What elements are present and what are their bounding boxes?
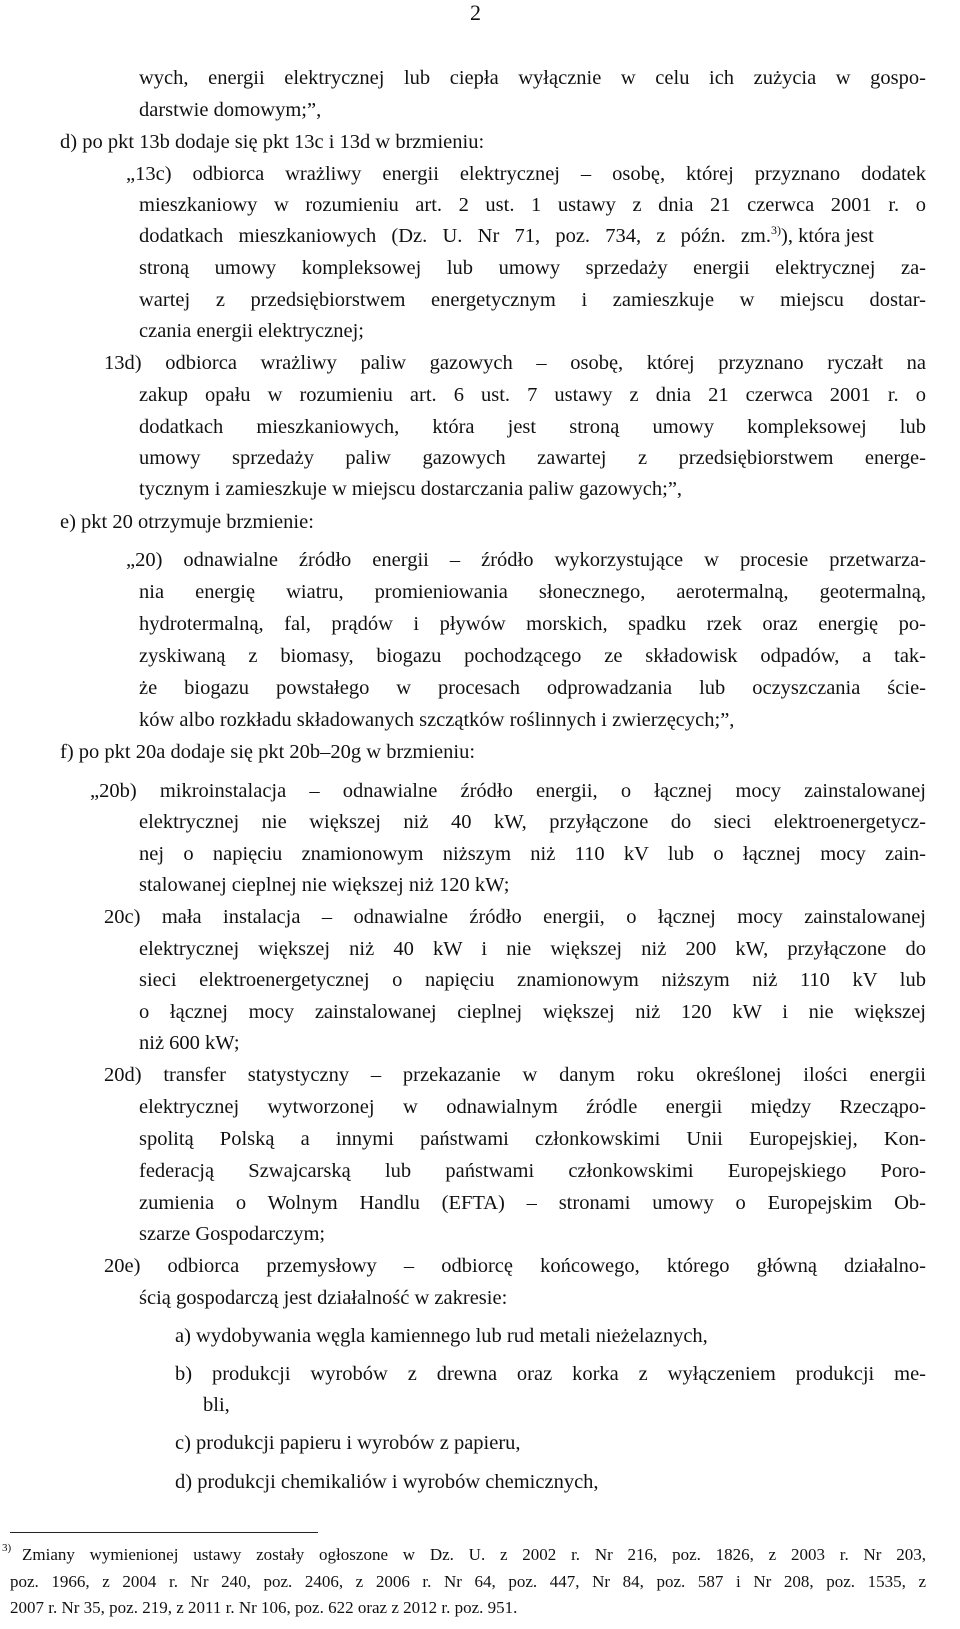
text-line: elektrycznej wytworzonej w odnawialnym źródle energii między Rzecząpo- xyxy=(139,1096,926,1118)
text-line: ścią gospodarczą jest działalność w zakresie: xyxy=(139,1287,508,1309)
text-line: wych, energii elektrycznej lub ciepła wyłącznie w celu ich zużycia w gospo- xyxy=(139,67,926,89)
text-line: szarze Gospodarczym; xyxy=(139,1223,326,1245)
text-line: czania energii elektrycznej; xyxy=(139,320,364,342)
footnote-reference: 3) xyxy=(771,223,781,238)
text-line: „13c) odbiorca wrażliwy energii elektrycznej – osobę, której przyznano dodatek xyxy=(126,163,926,185)
text-line: „20) odnawialne źródło energii – źródło wykorzystujące w procesie przetwarza- xyxy=(126,549,926,571)
footnote-separator xyxy=(10,1532,318,1533)
text-line: stalowanej cieplnej nie większej niż 120 kW; xyxy=(139,874,510,896)
footnote-line: poz. 1966, z 2004 r. Nr 240, poz. 2406, z 2006 r. Nr 64, poz. 447, Nr 84, poz. 587 i Nr 208, poz. 1535, z xyxy=(10,1572,926,1591)
text-line: d) po pkt 13b dodaje się pkt 13c i 13d w brzmieniu: xyxy=(60,131,485,153)
text-line: o łącznej mocy zainstalowanej cieplnej większej niż 120 kW i nie większej xyxy=(139,1001,926,1023)
text-line: nia energię wiatru, promieniowania słonecznego, aerotermalną, geotermalną, xyxy=(139,581,926,603)
text-line: spolitą Polską a innymi państwami członkowskimi Unii Europejskiej, Kon- xyxy=(139,1128,926,1150)
text-segment: dodatkach mieszkaniowych (Dz. U. Nr 71, poz. 734, z późn. zm. xyxy=(139,225,771,247)
text-line: d) produkcji chemikaliów i wyrobów chemicznych, xyxy=(175,1471,599,1493)
text-line: a) wydobywania węgla kamiennego lub rud metali nieżelaznych, xyxy=(175,1325,708,1347)
text-line: tycznym i zamieszkuje w miejscu dostarczania paliw gazowych;”, xyxy=(139,478,683,500)
text-line: 20d) transfer statystyczny – przekazanie w danym roku określonej ilości energii xyxy=(104,1064,926,1086)
text-line: wartej z przedsiębiorstwem energetycznym i zamieszkuje w miejscu dostar- xyxy=(139,289,926,311)
text-segment: ), która jest xyxy=(781,225,874,247)
text-line: 13d) odbiorca wrażliwy paliw gazowych – osobę, której przyznano ryczałt na xyxy=(104,352,926,374)
text-line: że biogazu powstałego w procesach odprowadzania lub oczyszczania ście- xyxy=(139,677,926,699)
text-line: ków albo rozkładu składowanych szczątków roślinnych i zwierzęcych;”, xyxy=(139,709,735,731)
text-line: nej o napięciu znamionowym niższym niż 110 kV lub o łącznej mocy zain- xyxy=(139,843,926,865)
text-line: „20b) mikroinstalacja – odnawialne źródło energii, o łącznej mocy zainstalowanej xyxy=(90,780,926,802)
text-line: sieci elektroenergetycznej o napięciu znamionowym niższym niż 110 kV lub xyxy=(139,969,926,991)
text-line xyxy=(139,221,926,251)
footnote-line: 2007 r. Nr 35, poz. 219, z 2011 r. Nr 106, poz. 622 oraz z 2012 r. poz. 951. xyxy=(10,1598,518,1617)
text-line: darstwie domowym;”, xyxy=(139,99,322,121)
text-line: elektrycznej większej niż 40 kW i nie większej niż 200 kW, przyłączone do xyxy=(139,938,926,960)
page-number: 2 xyxy=(470,0,481,25)
text-line: niż 600 kW; xyxy=(139,1032,240,1054)
text-line: stroną umowy kompleksowej lub umowy sprzedaży energii elektrycznej za- xyxy=(139,257,926,279)
text-line: zakup opału w rozumieniu art. 6 ust. 7 ustawy z dnia 21 czerwca 2001 r. o xyxy=(139,384,926,406)
text-line: bli, xyxy=(203,1394,230,1416)
text-line: umowy sprzedaży paliw gazowych zawartej z przedsiębiorstwem energe- xyxy=(139,447,926,469)
text-line: dodatkach mieszkaniowych, która jest stroną umowy kompleksowej lub xyxy=(139,416,926,438)
text-line: c) produkcji papieru i wyrobów z papieru, xyxy=(175,1432,521,1454)
text-line: 20e) odbiorca przemysłowy – odbiorcę końcowego, którego główną działalno- xyxy=(104,1255,926,1277)
text-line: e) pkt 20 otrzymuje brzmienie: xyxy=(60,511,314,533)
text-line: mieszkaniowy w rozumieniu art. 2 ust. 1 ustawy z dnia 21 czerwca 2001 r. o xyxy=(139,194,926,216)
footnote-line: Zmiany wymienionej ustawy zostały ogłoszone w Dz. U. z 2002 r. Nr 216, poz. 1826, z 2003 r. Nr 203, xyxy=(22,1545,926,1564)
text-line: zyskiwaną z biomasy, biogazu pochodzącego ze składowisk odpadów, a tak- xyxy=(139,645,926,667)
text-line: f) po pkt 20a dodaje się pkt 20b–20g w brzmieniu: xyxy=(60,741,476,763)
text-line: elektrycznej nie większej niż 40 kW, przyłączone do sieci elektroenergetycz- xyxy=(139,811,926,833)
text-line: 20c) mała instalacja – odnawialne źródło energii, o łącznej mocy zainstalowanej xyxy=(104,906,926,928)
text-line: zumienia o Wolnym Handlu (EFTA) – stronami umowy o Europejskim Ob- xyxy=(139,1192,926,1214)
text-line: b) produkcji wyrobów z drewna oraz korka z wyłączeniem produkcji me- xyxy=(175,1363,926,1385)
text-line: federacją Szwajcarską lub państwami członkowskimi Europejskiego Poro- xyxy=(139,1160,926,1182)
text-line: hydrotermalną, fal, prądów i pływów morskich, spadku rzek oraz energię po- xyxy=(139,613,926,635)
